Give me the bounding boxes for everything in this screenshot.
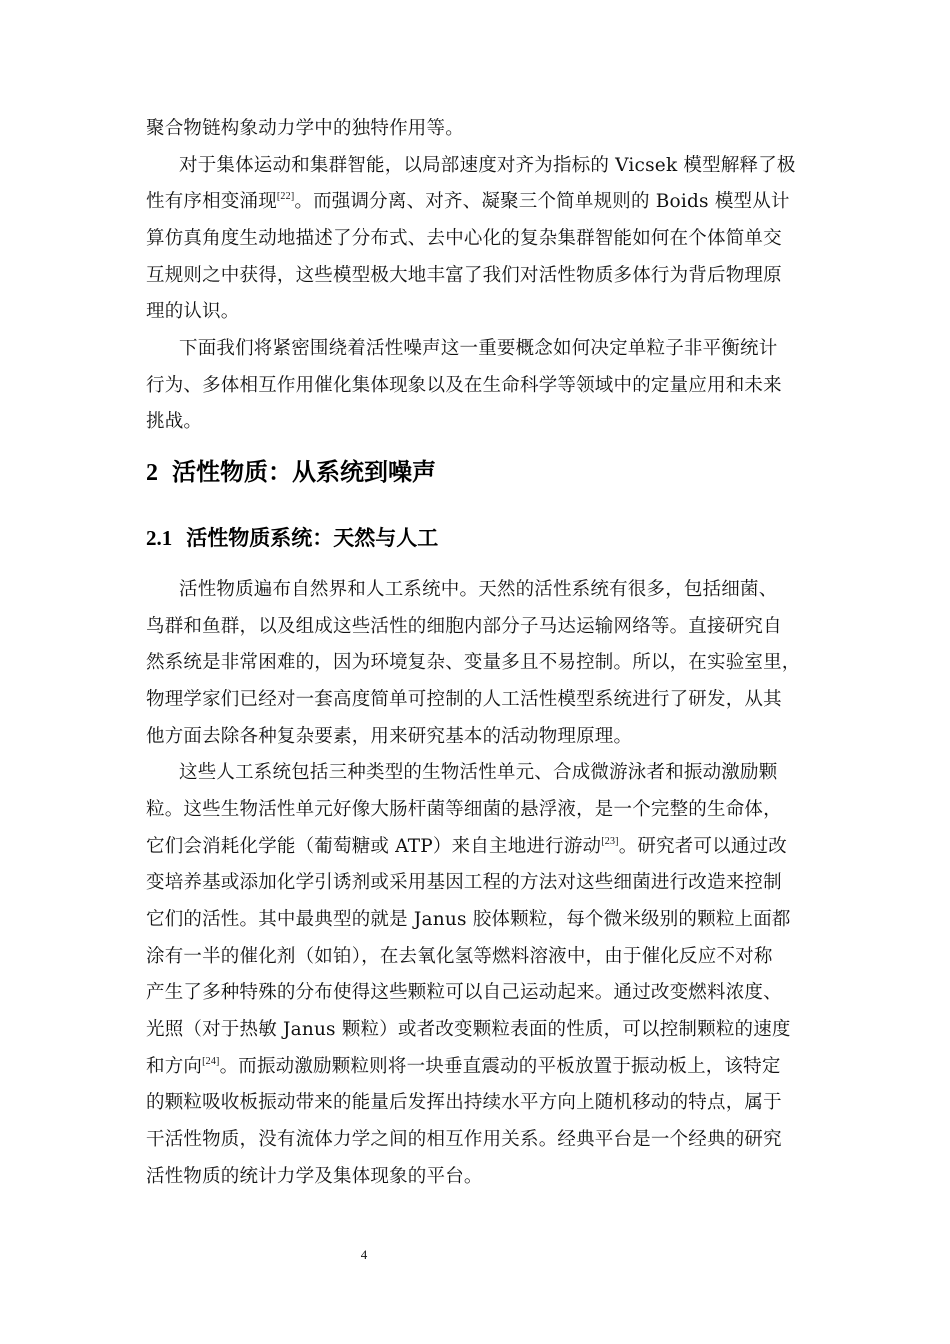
subsection-title: 活性物质系统：天然与人工 (186, 525, 439, 550)
text-run: 。而强调分离、对齐、凝聚三个简单规则的 Boids 模型从计 (294, 191, 790, 212)
text-run: 性有序相变涌现 (146, 191, 277, 212)
paragraph-line: 粒。这些生物活性单元好像大肠杆菌等细菌的悬浮液，是一个完整的生命体， (146, 799, 782, 820)
paragraph-line: 光照（对于热敏 Janus 颗粒）或者改变颗粒表面的性质，可以控制颗粒的速度 (146, 1019, 791, 1040)
text-run: 。研究者可以通过改 (618, 836, 787, 857)
paragraph-line: 涂有一半的催化剂（如铂），在去氧化氢等燃料溶液中，由于催化反应不对称 (146, 946, 773, 967)
citation: [24] (202, 1056, 220, 1067)
paragraph-line: 挑战。 (146, 411, 203, 432)
paragraph-line: 产生了多种特殊的分布使得这些颗粒可以自己运动起来。通过改变燃料浓度、 (146, 982, 782, 1003)
text-run: 。而振动激励颗粒则将一块垂直震动的平板放置于振动板上，该特定 (219, 1056, 781, 1077)
subsection-number: 2.1 (146, 526, 173, 550)
paragraph-line: 这些人工系统包括三种类型的生物活性单元、合成微游泳者和振动激励颗 (179, 762, 778, 783)
text-run: 和方向 (146, 1056, 203, 1077)
paragraph-line: 行为、多体相互作用催化集体现象以及在生命科学等领域中的定量应用和未来 (146, 375, 782, 396)
paragraph-line: 下面我们将紧密围绕着活性噪声这一重要概念如何决定单粒子非平衡统计 (179, 338, 778, 359)
paragraph-line: 对于集体运动和集群智能，以局部速度对齐为指标的 Vicsek 模型解释了极 (179, 155, 796, 176)
section-heading (146, 457, 436, 488)
paragraph-line: 聚合物链构象动力学中的独特作用等。 (146, 118, 464, 139)
subsection-heading (146, 524, 438, 552)
paragraph-line: 算仿真角度生动地描述了分布式、去中心化的复杂集群智能如何在个体简单交 (146, 228, 782, 249)
page-number: 4 (360, 1247, 368, 1262)
paragraph-line: 物理学家们已经对一套高度简单可控制的人工活性模型系统进行了研发，从其 (146, 689, 782, 710)
citation: [22] (276, 191, 295, 202)
paragraph-line: 理的认识。 (146, 301, 240, 322)
paragraph-line: 干活性物质，没有流体力学之间的相互作用关系。经典平台是一个经典的研究 (146, 1129, 782, 1150)
paragraph-line: 然系统是非常困难的，因为环境复杂、变量多且不易控制。所以，在实验室里， (146, 652, 801, 673)
citation: [23] (601, 836, 619, 847)
text-run: 它们会消耗化学能（葡萄糖或 ATP）来自主地进行游动 (146, 836, 602, 857)
paragraph-line: 变培养基或添加化学引诱剂或采用基因工程的方法对这些细菌进行改造来控制 (146, 872, 782, 893)
section-number: 2 (146, 460, 158, 486)
paragraph-line: 鸟群和鱼群，以及组成这些活性的细胞内部分子马达运输网络等。直接研究自 (146, 616, 782, 637)
paragraph-line: 活性物质的统计力学及集体现象的平台。 (146, 1166, 483, 1187)
paragraph-line: 活性物质遍布自然界和人工系统中。天然的活性系统有很多，包括细菌、 (179, 579, 778, 600)
paragraph-line: 的颗粒吸收板振动带来的能量后发挥出持续水平方向上随机移动的特点，属于 (146, 1092, 782, 1113)
paragraph-line: 它们的活性。其中最典型的就是 Janus 胶体颗粒，每个微米级别的颗粒上面都 (146, 909, 791, 930)
paragraph-line: 他方面去除各种复杂要素，用来研究基本的活动物理原理。 (146, 726, 633, 747)
paragraph-line (146, 190, 790, 214)
paragraph-line (146, 835, 787, 859)
paragraph-line (146, 1055, 781, 1079)
paragraph-line: 互规则之中获得，这些模型极大地丰富了我们对活性物质多体行为背后物理原 (146, 265, 782, 286)
section-title: 活性物质：从系统到噪声 (172, 457, 436, 486)
